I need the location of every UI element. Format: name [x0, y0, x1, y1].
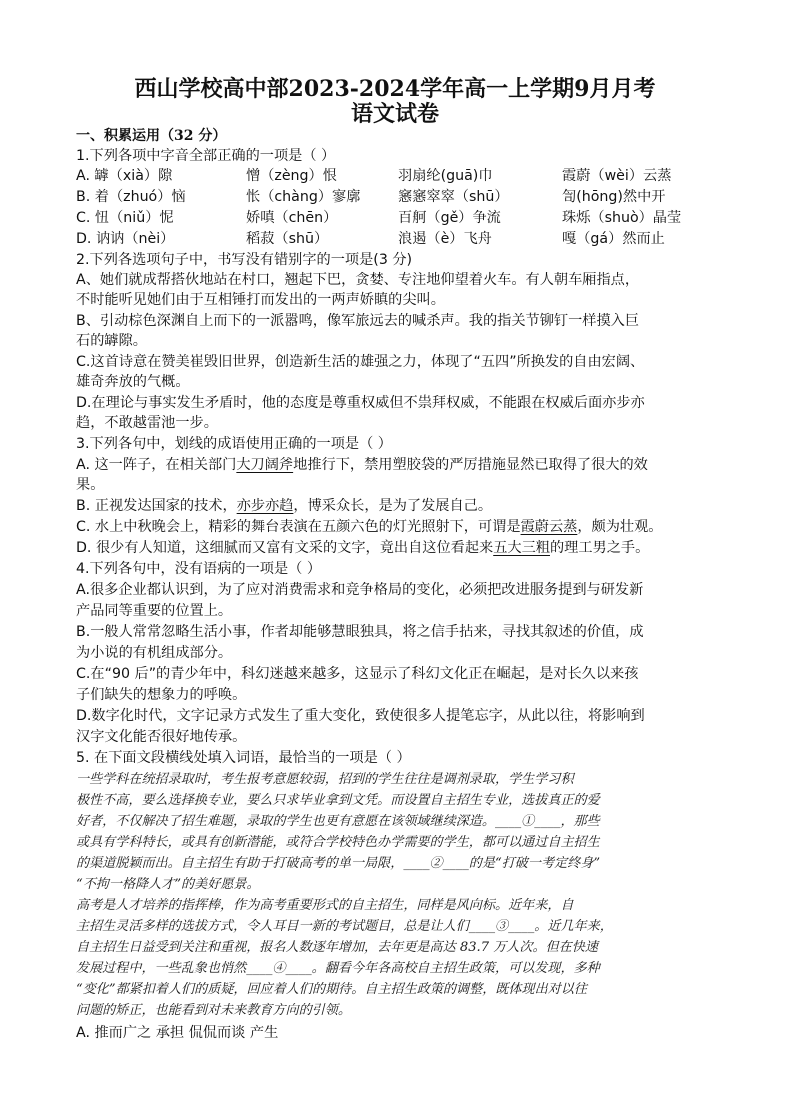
option-text: A.很多企业都认识到，为了应对消费需求和竞争格局的变化，必须把改进服务提到与研发新	[76, 582, 644, 598]
option-text: 趋，不敢越雷池一步。	[76, 415, 218, 431]
passage-line: 发展过程中，一些乱象也悄然____④____。翻看今年各高校自主招生政策，可以发现，多种	[76, 961, 600, 976]
underlined-idiom: 霞蔚云蒸	[520, 519, 578, 535]
question-4-stem: 4.下列各句中，没有语病的一项是（ ）	[76, 561, 322, 577]
option-text: 果。	[76, 477, 105, 493]
passage-line: 极性不高，要么选择换专业，要么只求毕业拿到文凭。而设置自主招生专业，选拔真正的爱	[76, 793, 600, 808]
question-3-stem: 3.下列各句中，划线的成语使用正确的一项是（ ）	[76, 436, 392, 452]
option-cell: 嘎（gá）然而止	[562, 231, 665, 247]
underlined-idiom: 大刀阔斧	[236, 457, 294, 473]
option-text: B、引动棕色深渊自上而下的一派嚣鸣，像军旅远去的喊杀声。我的指关节铆钉一样摸入巨	[76, 313, 640, 329]
option-text: 石的罅隙。	[76, 333, 147, 349]
passage-line: 一些学科在统招录取时，考生报考意愿较弱，招到的学生往往是调剂录取，学生学习积	[76, 772, 574, 787]
underlined-idiom: 亦步亦趋	[236, 498, 294, 514]
option-text: 汉字文化能否很好地传承。	[76, 729, 247, 745]
option-cell: 珠烁（shuò）晶莹	[562, 210, 682, 226]
option-text: C.这首诗意在赞美崔毁旧世界，创造新生活的雄强之力，体现了“五四”所换发的自由宏阔、	[76, 354, 645, 370]
passage-line: “变化”都紧扣着人们的质疑，回应着人们的期待。自主招生政策的调整，既体现出对以往	[76, 982, 587, 997]
option-cell: C. 忸（niǔ）怩	[76, 210, 174, 226]
option-text-part: ，颇为壮观。	[577, 519, 663, 535]
option-cell: 怅（chàng）寥廓	[246, 189, 361, 205]
option-text-part: ，博采众长，是为了发展自己。	[293, 498, 493, 514]
option-text-part: 地推行下，禁用塑胶袋的严厉措施显然已取得了很大的效	[293, 457, 648, 473]
option-text: 不时能听见她们由于互相锤打而发出的一两声娇瞋的尖叫。	[76, 292, 445, 308]
option-text: 为小说的有机组成部分。	[76, 645, 233, 661]
underlined-idiom: 五大三粗	[493, 540, 550, 556]
passage-line: 问题的矫正，也能看到对未来教育方向的引领。	[76, 1003, 351, 1018]
option-text: A. 推而广之 承担 侃侃而谈 产生	[76, 1025, 279, 1041]
passage-line: 高考是人才培养的指挥棒，作为高考重要形式的自主招生，同样是风向标。近年来，自	[76, 898, 574, 913]
option-text-part: 的理工男之手。	[549, 540, 650, 556]
option-text	[76, 517, 662, 537]
option-text: B.一般人常常忽略生活小事，作者却能够慧眼独具，将之信手拈来，寻找其叙述的价值，成	[76, 624, 644, 640]
option-cell: 浪遏（è）飞舟	[398, 231, 492, 247]
exam-title: 西山学校高中部2023-2024学年高一上学期9月月考	[134, 76, 656, 102]
passage-line: 或具有学科特长，或具有创新潜能，或符合学校特色办学需要的学生，都可以通过自主招生	[76, 835, 600, 850]
question-1-stem: 1.下列各项中字音全部正确的一项是（ ）	[76, 148, 336, 164]
passage-line: 好者，不仅解决了招生难题，录取的学生也更有意愿在该领域继续深造。____①____，那些	[76, 814, 600, 829]
option-text: 产品同等重要的位置上。	[76, 603, 233, 619]
option-cell: 窸窸窣窣（shū）	[398, 189, 509, 205]
option-text: 子们缺失的想象力的呼唤。	[76, 687, 247, 703]
question-5-stem: 5. 在下面文段横线处填入词语，最恰当的一项是（ ）	[76, 750, 411, 766]
option-text	[76, 496, 492, 516]
option-text: D.数字化时代，文字记录方式发生了重大变化，致使很多人提笔忘字，从此以往，将影响到	[76, 708, 645, 724]
option-text	[76, 455, 648, 475]
option-cell: 稻菽（shū）	[246, 231, 329, 247]
option-text: D.在理论与事实发生矛盾时，他的态度是尊重权威但不祟拜权威，不能跟在权威后面亦步亦	[76, 395, 645, 411]
passage-line: 主招生灵活多样的选拔方式，令人耳目一新的考试题目，总是让人们____③____。近几年来，	[76, 919, 613, 934]
option-text-part: D. 很少有人知道，这细腻而又富有文采的文字，竟出自这位看起来	[76, 540, 494, 556]
option-text-part: B. 正视发达国家的技术，	[76, 498, 237, 514]
option-text: C.在“90 后”的青少年中，科幻迷越来越多，这显示了科幻文化正在崛起，是对长久以来孩	[76, 666, 639, 682]
passage-line: 的渠道脱颖而出。自主招生有助于打破高考的单一局限，____②____的是“打破一考定终身”	[76, 856, 601, 871]
option-cell: 憎（zèng）恨	[246, 168, 337, 184]
option-text-part: C. 水上中秋晚会上，精彩的舞台表演在五颜六色的灯光照射下，可谓是	[76, 519, 521, 535]
option-text: 雄奇奔放的气概。	[76, 374, 190, 390]
exam-subtitle: 语文试卷	[350, 101, 439, 127]
option-text	[76, 538, 649, 558]
option-cell: 羽扇纶(guā)巾	[398, 168, 493, 184]
question-2-stem: 2.下列各选项句子中，书写没有错别字的一项是(3 分)	[76, 252, 413, 268]
passage-line: 自主招生日益受到关注和重视，报名人数逐年增加，去年更是高达 83.7 万人次。但在快速	[76, 940, 598, 955]
option-cell: B. 着（zhuó）恼	[76, 189, 186, 205]
option-cell: 訇(hōng)然中开	[562, 189, 666, 205]
section-heading: 一、积累运用（32 分）	[76, 128, 227, 144]
option-cell: 娇嗔（chēn）	[246, 210, 338, 226]
option-cell: D. 讷讷（nèi）	[76, 231, 175, 247]
option-cell: A. 罅（xià）隙	[76, 168, 173, 184]
option-text-part: A. 这一阵子，在相关部门	[76, 457, 237, 473]
option-cell: 霞蔚（wèi）云蒸	[562, 168, 672, 184]
passage-line: “不拘一格降人才”的美好愿景。	[76, 877, 260, 892]
option-text: A、她们就成帮搭伙地站在村口，翘起下巴，贪婪、专注地仰望着火车。有人朝车厢指点，	[76, 272, 640, 288]
option-cell: 百舸（gě）争流	[398, 210, 501, 226]
